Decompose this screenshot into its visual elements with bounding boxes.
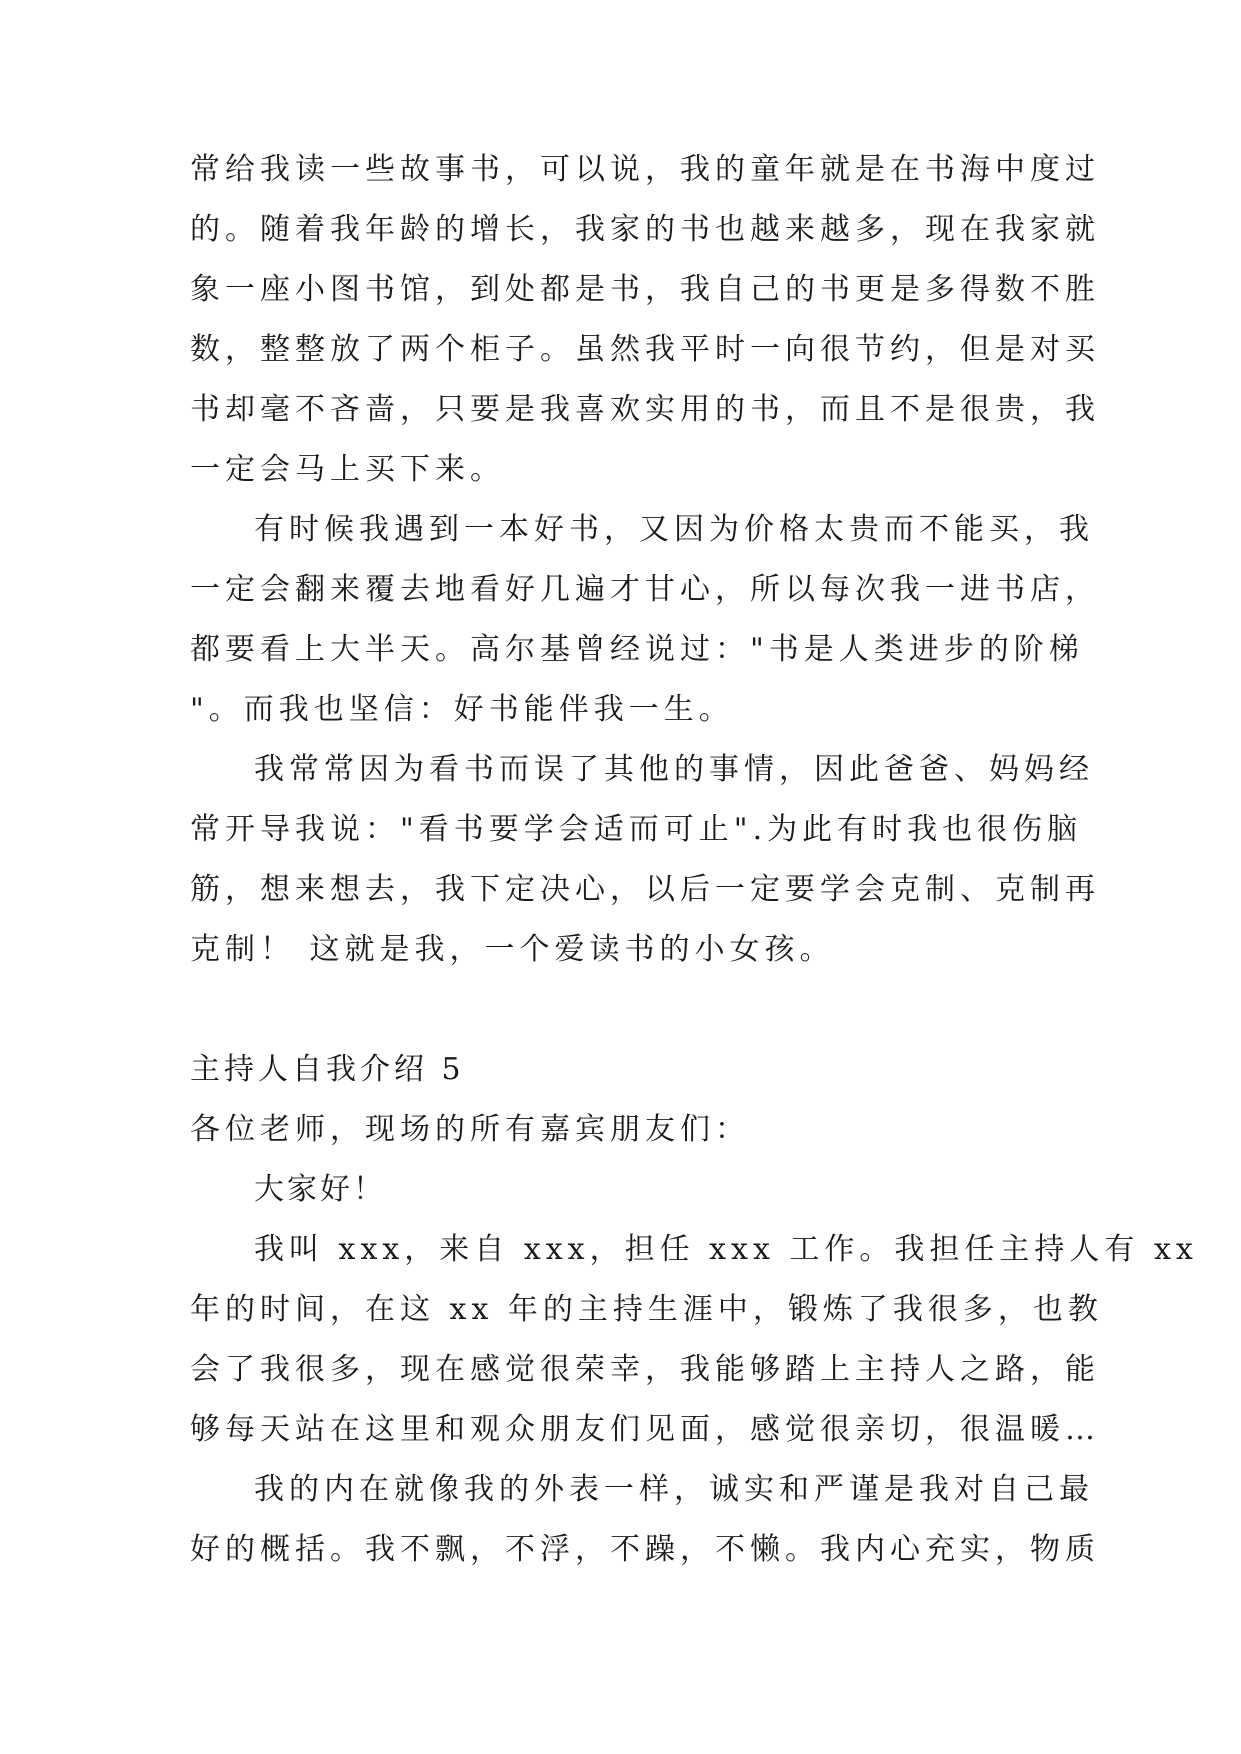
paragraph-good-books [190, 500, 1100, 740]
text-line: 会了我很多，现在感觉很荣幸，我能够踏上主持人之路，能 [190, 1352, 1100, 1387]
text-line: 克制！ 这就是我，一个爱读书的小女孩。 [190, 932, 835, 967]
text-line: 我常常因为看书而误了其他的事情，因此爸爸、妈妈经 [254, 752, 1094, 787]
text-line: 常开导我说："看书要学会适而可止".为此有时我也很伤脑 [190, 812, 1083, 847]
paragraph-self-control [190, 740, 1100, 980]
text-line: 年的时间，在这 xx 年的主持生涯中，锻炼了我很多，也教 [190, 1292, 1103, 1327]
text-line: 数，整整放了两个柜子。虽然我平时一向很节约，但是对买 [190, 332, 1100, 367]
text-line: 一定会翻来覆去地看好几遍才甘心，所以每次我一进书店， [190, 572, 1100, 607]
text-line: 我的内在就像我的外表一样，诚实和严谨是我对自己最 [254, 1472, 1094, 1507]
text-line: 都要看上大半天。高尔基曾经说过："书是人类进步的阶梯 [190, 632, 1084, 667]
section-title: 主持人自我介绍 5 [190, 1052, 465, 1087]
text-line: 常给我读一些故事书，可以说，我的童年就是在书海中度过 [190, 152, 1100, 187]
document-page [190, 140, 1198, 1580]
text-line: 一定会马上买下来。 [190, 452, 505, 487]
paragraph-host-intro [190, 1220, 1198, 1460]
greeting: 大家好！ [254, 1172, 386, 1207]
paragraph-inner-self [190, 1460, 1100, 1580]
salutation: 各位老师，现场的所有嘉宾朋友们： [190, 1112, 750, 1147]
text-line: 我叫 xxx，来自 xxx，担任 xxx 工作。我担任主持人有 xx [254, 1232, 1198, 1267]
blank-spacer [190, 980, 1060, 1040]
text-line: 好的概括。我不飘，不浮，不躁，不懒。我内心充实，物质 [190, 1532, 1100, 1567]
text-line: 有时候我遇到一本好书，又因为价格太贵而不能买，我 [254, 512, 1094, 547]
text-line: 筋，想来想去，我下定决心，以后一定要学会克制、克制再 [190, 872, 1100, 907]
paragraph-reading-childhood [190, 140, 1100, 500]
text-line: 的。随着我年龄的增长，我家的书也越来越多，现在我家就 [190, 212, 1100, 247]
text-line: 够每天站在这里和观众朋友们见面，感觉很亲切，很温暖… [190, 1412, 1100, 1447]
text-line: 象一座小图书馆，到处都是书，我自己的书更是多得数不胜 [190, 272, 1100, 307]
text-line: "。而我也坚信：好书能伴我一生。 [190, 692, 734, 727]
text-line: 书却毫不吝啬，只要是我喜欢实用的书，而且不是很贵，我 [190, 392, 1100, 427]
